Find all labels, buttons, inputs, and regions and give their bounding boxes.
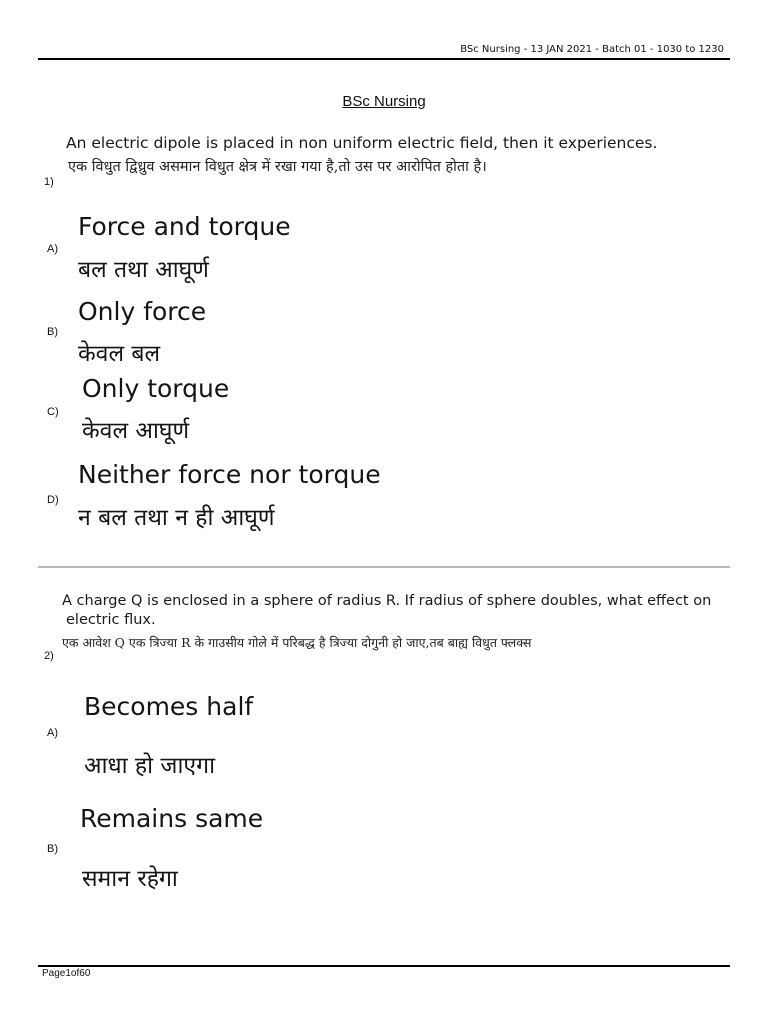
q2-option-a-en: Becomes half [84, 692, 254, 721]
q1-option-c-en: Only torque [82, 374, 230, 403]
question-1-text-hi: एक विधुत द्विध्रुव असमान विधुत क्षेत्र में रखा गया है,तो उस पर आरोपित होता है। [68, 159, 487, 175]
document-title: BSc Nursing [342, 93, 426, 110]
q1-option-d-label: D) [47, 494, 59, 506]
question-2-text-hi: एक आवेश Q एक त्रिज्या R के गाउसीय गोले में परिबद्ध है त्रिज्या दोगुनी हो जाए,तब बाह्य विधुत फ्लक्स [62, 635, 532, 650]
q2-option-a-hi: आधा हो जाएगा [84, 753, 216, 779]
q1-option-c-hi: केवल आघूर्ण [82, 418, 190, 444]
q2-option-b-label: B) [47, 843, 58, 855]
question-divider [38, 566, 730, 568]
q1-option-c-label: C) [47, 406, 59, 418]
question-2-text-en-line2: electric flux. [66, 612, 156, 628]
header-rule [38, 58, 730, 60]
q1-option-b-en: Only force [78, 297, 207, 326]
q2-option-b-hi: समान रहेगा [82, 866, 178, 892]
q1-option-a-en: Force and torque [78, 212, 291, 241]
exam-header: BSc Nursing - 13 JAN 2021 - Batch 01 - 1030 to 1230 [460, 44, 724, 55]
q1-option-d-hi: न बल तथा न ही आघूर्ण [78, 505, 275, 531]
q2-option-b-en: Remains same [80, 804, 264, 833]
q1-option-a-label: A) [47, 243, 58, 255]
q1-option-d-en: Neither force nor torque [78, 460, 381, 489]
q2-option-a-label: A) [47, 727, 58, 739]
footer-rule [38, 965, 730, 967]
question-2-number: 2) [44, 650, 54, 662]
q1-option-b-hi: केवल बल [78, 341, 161, 367]
page-number: Page1of60 [42, 968, 91, 979]
question-2-text-en-line1: A charge Q is enclosed in a sphere of radius R. If radius of sphere doubles, what effect on [62, 593, 712, 609]
q1-option-a-hi: बल तथा आघूर्ण [78, 257, 209, 283]
question-1-text-en: An electric dipole is placed in non uniform electric field, then it experiences. [66, 134, 658, 152]
question-1-number: 1) [44, 176, 54, 188]
q1-option-b-label: B) [47, 326, 58, 338]
